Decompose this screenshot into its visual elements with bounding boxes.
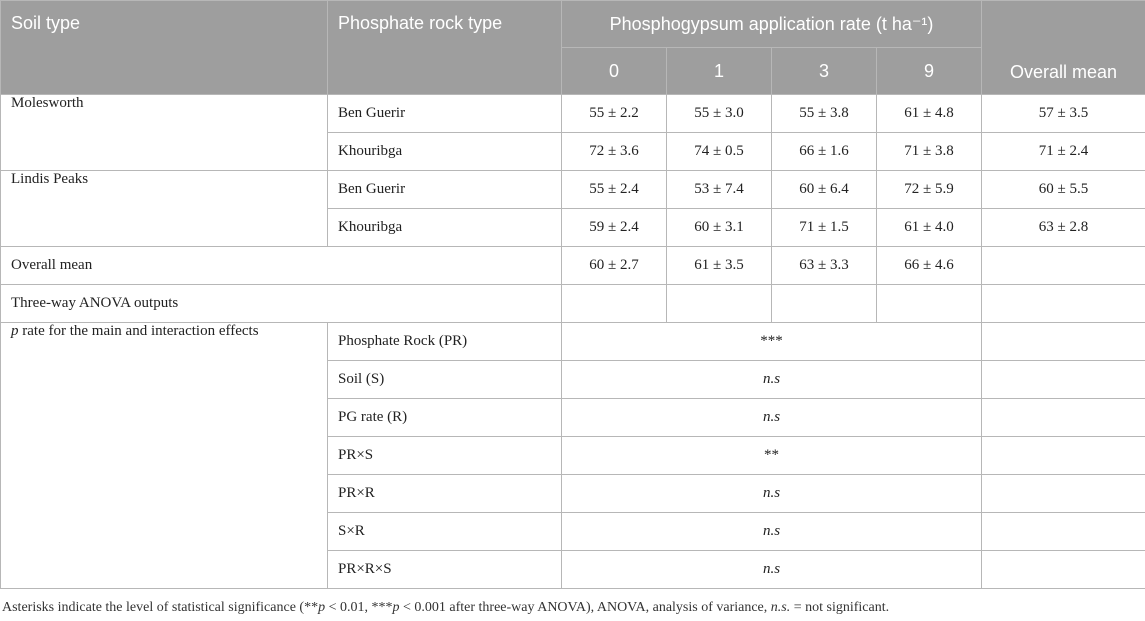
empty-cell <box>982 323 1145 361</box>
footnote-text: < 0.001 after three-way ANOVA), ANOVA, analysis of variance, <box>399 600 771 615</box>
empty-cell <box>877 285 982 323</box>
p-rate-text: rate for the main and interaction effects <box>18 323 259 339</box>
header-application-rate: Phosphogypsum application rate (t ha⁻¹) <box>562 1 982 48</box>
effect-name: Soil (S) <box>328 361 562 399</box>
value-cell: 61 ± 4.8 <box>877 95 982 133</box>
overall-mean-row <box>1 247 1145 285</box>
mean-cell: 57 ± 3.5 <box>982 95 1145 133</box>
footnote-ns: n.s. <box>770 600 791 615</box>
mean-cell: 71 ± 2.4 <box>982 133 1145 171</box>
overall-mean-label: Overall mean <box>1 247 562 285</box>
header-rate: 1 <box>667 48 772 95</box>
empty-cell <box>982 285 1145 323</box>
empty-cell <box>982 513 1145 551</box>
footnote-text: = not significant. <box>790 600 890 615</box>
footnote-text: < 0.01, *** <box>325 600 393 615</box>
effect-significance: n.s <box>562 551 982 589</box>
table-row <box>1 95 1145 133</box>
table-footnote <box>2 600 889 616</box>
effect-name: Phosphate Rock (PR) <box>328 323 562 361</box>
empty-cell <box>982 437 1145 475</box>
p-rate-label <box>1 323 328 589</box>
rock-cell: Ben Guerir <box>328 171 562 209</box>
header-rate: 0 <box>562 48 667 95</box>
value-cell: 55 ± 2.2 <box>562 95 667 133</box>
value-cell: 53 ± 7.4 <box>667 171 772 209</box>
anova-label: Three-way ANOVA outputs <box>1 285 562 323</box>
value-cell: 55 ± 3.8 <box>772 95 877 133</box>
effect-significance: n.s <box>562 399 982 437</box>
value-cell: 72 ± 3.6 <box>562 133 667 171</box>
value-cell: 59 ± 2.4 <box>562 209 667 247</box>
effect-significance: *** <box>562 323 982 361</box>
overall-value-cell: 63 ± 3.3 <box>772 247 877 285</box>
soil-cell: Lindis Peaks <box>1 171 328 247</box>
effect-name: PG rate (R) <box>328 399 562 437</box>
effect-significance: ** <box>562 437 982 475</box>
value-cell: 74 ± 0.5 <box>667 133 772 171</box>
anova-row <box>1 323 1145 361</box>
soil-cell: Molesworth <box>1 95 328 171</box>
mean-cell: 63 ± 2.8 <box>982 209 1145 247</box>
footnote-p-symbol: p <box>392 600 400 615</box>
empty-cell <box>982 247 1145 285</box>
empty-cell <box>982 361 1145 399</box>
footnote-text: Asterisks indicate the level of statistical significance (** <box>2 600 319 615</box>
rock-cell: Ben Guerir <box>328 95 562 133</box>
rock-cell: Khouribga <box>328 133 562 171</box>
header-rate: 9 <box>877 48 982 95</box>
p-symbol: p <box>11 323 19 339</box>
value-cell: 55 ± 2.4 <box>562 171 667 209</box>
header-rate: 3 <box>772 48 877 95</box>
effect-significance: n.s <box>562 513 982 551</box>
effect-name: PR×S <box>328 437 562 475</box>
header-overall-mean: Overall mean <box>982 1 1145 95</box>
overall-value-cell: 60 ± 2.7 <box>562 247 667 285</box>
empty-cell <box>562 285 667 323</box>
empty-cell <box>772 285 877 323</box>
empty-cell <box>982 475 1145 513</box>
table-row <box>1 171 1145 209</box>
overall-value-cell: 66 ± 4.6 <box>877 247 982 285</box>
empty-cell <box>982 399 1145 437</box>
value-cell: 60 ± 3.1 <box>667 209 772 247</box>
value-cell: 66 ± 1.6 <box>772 133 877 171</box>
value-cell: 61 ± 4.0 <box>877 209 982 247</box>
header-rock-type: Phosphate rock type <box>328 1 562 95</box>
value-cell: 72 ± 5.9 <box>877 171 982 209</box>
value-cell: 71 ± 1.5 <box>772 209 877 247</box>
empty-cell <box>667 285 772 323</box>
mean-cell: 60 ± 5.5 <box>982 171 1145 209</box>
effect-significance: n.s <box>562 361 982 399</box>
value-cell: 60 ± 6.4 <box>772 171 877 209</box>
effect-name: PR×R×S <box>328 551 562 589</box>
anova-header-row <box>1 285 1145 323</box>
footnote-p-symbol: p <box>318 600 326 615</box>
value-cell: 55 ± 3.0 <box>667 95 772 133</box>
rock-cell: Khouribga <box>328 209 562 247</box>
overall-value-cell: 61 ± 3.5 <box>667 247 772 285</box>
value-cell: 71 ± 3.8 <box>877 133 982 171</box>
empty-cell <box>982 551 1145 589</box>
effect-name: PR×R <box>328 475 562 513</box>
effect-name: S×R <box>328 513 562 551</box>
effect-significance: n.s <box>562 475 982 513</box>
header-soil-type: Soil type <box>1 1 328 95</box>
